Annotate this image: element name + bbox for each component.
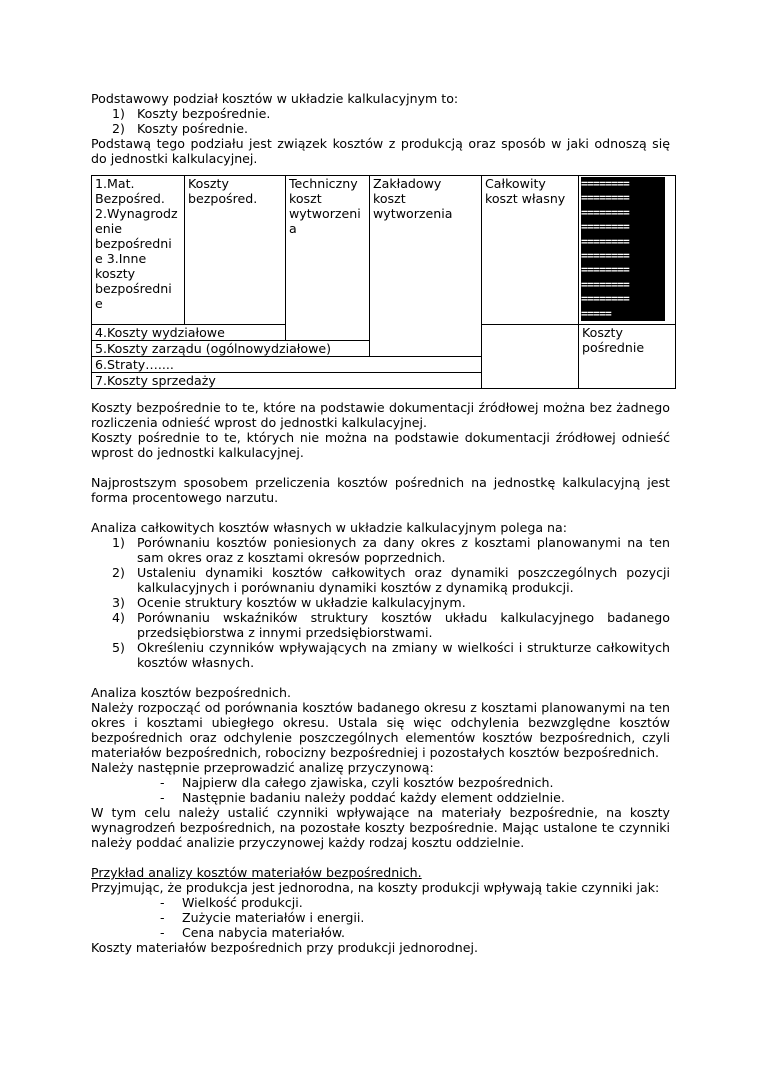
list-item: - Wielkość produkcji. <box>160 895 303 910</box>
list-item: 1) Porównaniu kosztów poniesionych za dany okres z kosztami planowanymi na ten sam okres oraz z kosztami okresów poprzednich. <box>112 535 670 565</box>
list-item: 2) Ustaleniu dynamiki kosztów całkowitych oraz dynamiki poszczególnych pozycji kalkulacyjnych i porównaniu dynamiki kosztów z dynamiką produkcji. <box>112 565 670 595</box>
example-lead: Przyjmując, że produkcja jest jednorodna, na koszty produkcji wpływają takie czynniki jak: <box>91 880 660 895</box>
sales-costs-row: 7.Koszty sprzedaży <box>92 373 482 389</box>
empty-cell <box>482 325 579 389</box>
losses-row: 6.Straty….... <box>92 357 482 373</box>
direct-costs-components-cell: 1.Mat. Bezpośred. 2.Wynagrodz enie bezpośredni e 3.Inne koszty bezpośredni e <box>92 176 185 325</box>
list-item: - Następnie badaniu należy poddać każdy element oddzielnie. <box>160 790 565 805</box>
intro-lead: Podstawowy podział kosztów w układzie kalkulacyjnym to: <box>91 91 459 106</box>
plant-production-cost-cell: Zakładowy koszt wytworzenia <box>370 176 482 357</box>
factors-paragraph: W tym celu należy ustalić czynniki wpływające na materiały bezpośrednie, na koszty wynagrodzeń bezpośrednich, na pozostałe koszty bezpośrednie. Mając ustalone te czynniki należy poddać analizie przyczynowej każdy rodzaj kosztu oddzielnie. <box>91 805 670 850</box>
intro-list <box>91 106 670 136</box>
cost-structure-table <box>91 175 676 389</box>
analysis-list <box>91 535 670 670</box>
hatch-pattern: ======== ======== ======== ======== ======== ======== ======== ======== ======== ===== <box>581 177 665 321</box>
direct-costs-definition: Koszty bezpośrednie to te, które na podstawie dokumentacji źródłowej można bez żadnego rozliczenia odnieść wprost do jednostki kalkulacyjnej. <box>91 400 670 430</box>
list-item: 2) Koszty pośrednie. <box>112 121 249 136</box>
management-costs-row: 5.Koszty zarządu (ogólnowydziałowe) <box>92 341 370 357</box>
list-item: - Zużycie materiałów i energii. <box>160 910 365 925</box>
direct-analysis-heading: Analiza kosztów bezpośrednich. <box>91 685 291 700</box>
analysis-lead: Analiza całkowitych kosztów własnych w układzie kalkulacyjnym polega na: <box>91 520 567 535</box>
list-item: - Cena nabycia materiałów. <box>160 925 346 940</box>
list-item: 5) Określeniu czynników wpływających na zmiany w wielkości i strukturze całkowitych kosztów własnych. <box>112 640 670 670</box>
list-item: 1) Koszty bezpośrednie. <box>112 106 271 121</box>
department-costs-row: 4.Koszty wydziałowe <box>92 325 286 341</box>
hatched-cell <box>579 176 676 325</box>
indirect-costs-cell: Koszty pośrednie <box>579 325 676 389</box>
list-item: - Najpierw dla całego zjawiska, czyli kosztów bezpośrednich. <box>160 775 554 790</box>
direct-costs-cell: Koszty bezpośred. <box>185 176 286 325</box>
causal-analysis-list <box>91 775 670 805</box>
factors-list <box>91 895 670 940</box>
example-heading: Przykład analizy kosztów materiałów bezpośrednich. <box>91 865 422 880</box>
simplest-method-paragraph: Najprostszym sposobem przeliczenia kosztów pośrednich na jednostkę kalkulacyjną jest forma procentowego narzutu. <box>91 475 670 505</box>
technical-production-cost-cell: Techniczny koszt wytworzeni a <box>286 176 370 341</box>
list-item: 4) Porównaniu wskaźników struktury kosztów układu kalkulacyjnego badanego przedsiębiorstwa z innymi przedsiębiorstwami. <box>112 610 670 640</box>
causal-analysis-lead: Należy następnie przeprowadzić analizę przyczynową: <box>91 760 434 775</box>
indirect-costs-definition: Koszty pośrednie to te, których nie można na podstawie dokumentacji źródłowej odnieść wprost do jednostki kalkulacyjnej. <box>91 430 670 460</box>
intro-basis: Podstawą tego podziału jest związek kosztów z produkcją oraz sposób w jaki odnoszą się do jednostki kalkulacyjnej. <box>91 136 670 166</box>
direct-analysis-paragraph: Należy rozpocząć od porównania kosztów badanego okresu z kosztami planowanymi na ten okres i kosztami ubiegłego okresu. Ustala się więc odchylenia bezwzględne kosztów bezpośrednich oraz odchylenie poszczególnych elementów kosztów bezpośrednich, czyli materiałów bezpośrednich, robocizny bezpośredniej i pozostałych kosztów bezpośrednich. <box>91 700 670 760</box>
list-item: 3) Ocenie struktury kosztów w układzie kalkulacyjnym. <box>112 595 466 610</box>
total-own-cost-cell: Całkowity koszt własny <box>482 176 579 325</box>
document-page <box>91 91 670 955</box>
example-closing: Koszty materiałów bezpośrednich przy produkcji jednorodnej. <box>91 940 478 955</box>
